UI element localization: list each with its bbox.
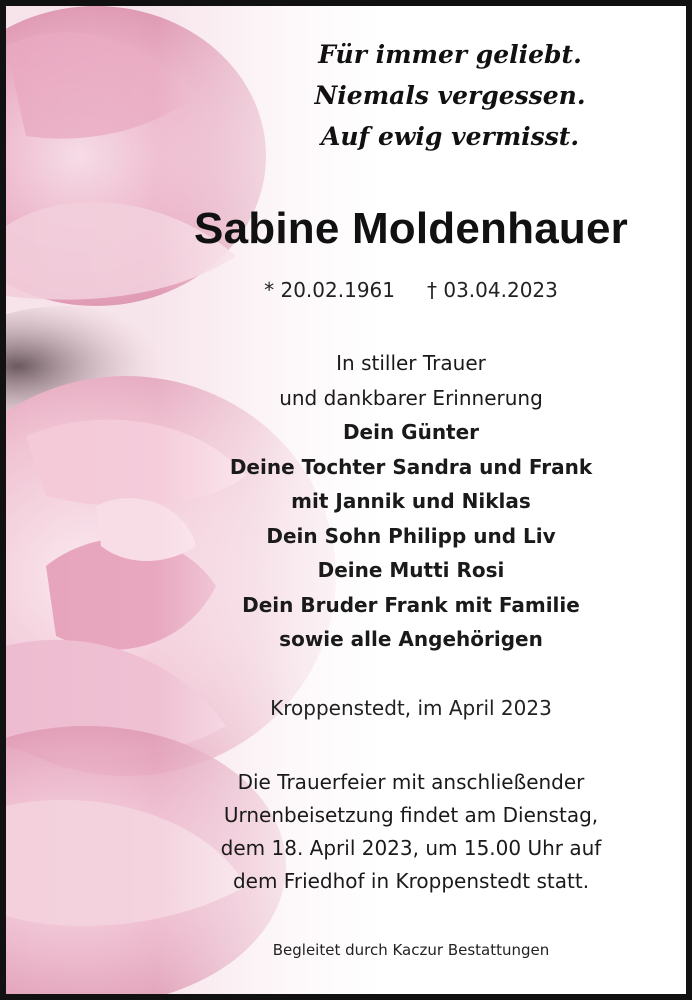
ceremony-line: Die Trauerfeier mit anschließender [237, 770, 585, 794]
ceremony-line: dem 18. April 2023, um 15.00 Uhr auf [220, 836, 602, 860]
motto [156, 34, 666, 157]
place-and-date: Kroppenstedt, im April 2023 [270, 696, 552, 720]
mourning-intro-line: In stiller Trauer [336, 351, 486, 375]
deceased-name: Sabine Moldenhauer [194, 204, 628, 253]
motto-line: Für immer geliebt. [318, 40, 582, 69]
mourner-name: Deine Tochter Sandra und Frank [229, 454, 593, 479]
birth-date: * 20.02.1961 [264, 278, 395, 302]
motto-line: Niemals vergessen. [314, 81, 586, 110]
mourning-intro-line: und dankbarer Erinnerung [279, 385, 543, 410]
death-date: † 03.04.2023 [427, 278, 558, 302]
life-dates [156, 278, 666, 302]
undertaker-credit: Begleitet durch Kaczur Bestattungen [272, 941, 550, 959]
mourner-name: mit Jannik und Niklas [291, 489, 531, 513]
ceremony-line: dem Friedhof in Kroppenstedt statt. [232, 869, 590, 893]
mourners-block [156, 346, 666, 657]
mourner-name: Dein Günter [342, 420, 480, 444]
mourner-name: Deine Mutti Rosi [317, 558, 505, 582]
mourner-name: Dein Bruder Frank mit Familie [242, 592, 580, 617]
mourner-name: Dein Sohn Philipp und Liv [266, 523, 556, 548]
motto-line: Auf ewig vermisst. [320, 122, 580, 151]
ceremony-line: Urnenbeisetzung findet am Dienstag, [223, 803, 599, 827]
funeral-ceremony-info [156, 766, 666, 898]
obituary-content [156, 6, 666, 994]
mourner-name: sowie alle Angehörigen [279, 627, 543, 651]
